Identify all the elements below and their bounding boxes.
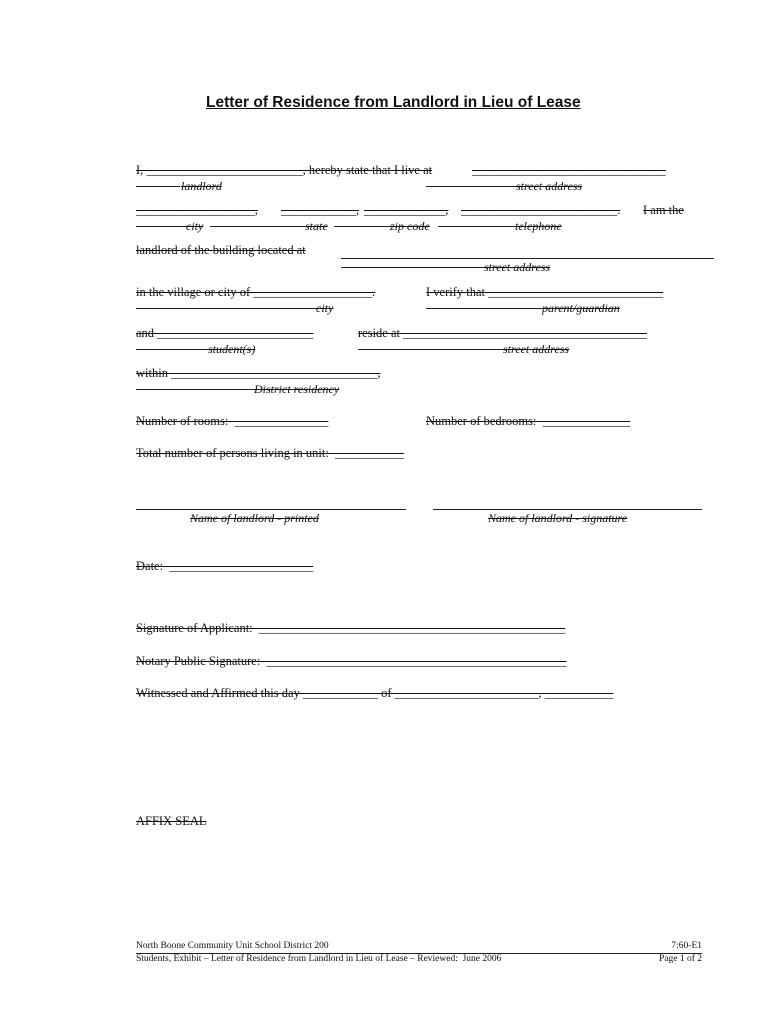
footer-policy-number: 7:60-E1 bbox=[671, 941, 702, 951]
reside-at-field[interactable]: reside at _______________________________________ bbox=[358, 326, 647, 340]
persons-in-unit-field[interactable]: Total number of persons living in unit: ___________ bbox=[136, 446, 404, 460]
caption-rule bbox=[210, 226, 305, 227]
caption-rule bbox=[341, 267, 484, 268]
applicant-signature-field[interactable]: Signature of Applicant: _________________________________________________ bbox=[136, 621, 566, 635]
landlord-name-line[interactable]: I, _________________________, hereby state that I live at bbox=[136, 163, 433, 177]
caption-rule bbox=[136, 186, 180, 187]
witnessed-affirmed-field[interactable]: Witnessed and Affirmed this day ____________ of _______________________, ___________ bbox=[136, 686, 614, 700]
affix-seal-label: AFFIX SEAL bbox=[136, 814, 207, 828]
i-am-the-text: I am the bbox=[643, 203, 684, 217]
notary-signature-field[interactable]: Notary Public Signature: ________________________________________________ bbox=[136, 654, 567, 668]
building-location-text: landlord of the building located at bbox=[136, 243, 306, 257]
caption-parent-guardian: parent/guardian bbox=[542, 301, 620, 315]
city-field[interactable]: ___________________, bbox=[136, 203, 258, 217]
caption-rule bbox=[426, 186, 516, 187]
village-city-field[interactable]: in the village or city of ___________________. bbox=[136, 285, 376, 299]
caption-district-residency: District residency bbox=[254, 382, 340, 396]
number-of-bedrooms-field[interactable]: Number of bedrooms: ______________ bbox=[426, 414, 631, 428]
caption-city: city bbox=[186, 219, 204, 233]
caption-street-address: street address bbox=[484, 260, 551, 274]
building-address-field[interactable] bbox=[341, 258, 714, 259]
date-field[interactable]: Date: _______________________ bbox=[136, 559, 314, 573]
district-residency-field[interactable]: within _________________________________, bbox=[136, 366, 381, 380]
caption-city: city bbox=[316, 301, 334, 315]
telephone-field[interactable]: _________________________. bbox=[461, 203, 621, 217]
caption-zip-code: zip code bbox=[390, 219, 430, 233]
student-field[interactable]: and _________________________ bbox=[136, 326, 314, 340]
caption-rule bbox=[334, 226, 390, 227]
caption-rule bbox=[358, 349, 503, 350]
caption-landlord-signature: Name of landlord - signature bbox=[488, 511, 628, 525]
caption-street-address: street address bbox=[503, 342, 570, 356]
footer-district: North Boone Community Unit School District 200 bbox=[136, 941, 329, 951]
caption-landlord-printed: Name of landlord - printed bbox=[190, 511, 319, 525]
zip-field[interactable]: _____________, bbox=[364, 203, 449, 217]
caption-rule bbox=[136, 389, 254, 390]
caption-students: student(s) bbox=[208, 342, 256, 356]
number-of-rooms-field[interactable]: Number of rooms: _______________ bbox=[136, 414, 329, 428]
caption-state: state bbox=[305, 219, 328, 233]
caption-rule bbox=[426, 308, 542, 309]
caption-street-address: street address bbox=[516, 179, 583, 193]
caption-rule bbox=[438, 226, 515, 227]
footer-document-info: Students, Exhibit – Letter of Residence from Landlord in Lieu of Lease – Reviewed: June 2006 bbox=[136, 954, 502, 964]
caption-rule bbox=[136, 308, 316, 309]
caption-rule bbox=[136, 226, 186, 227]
caption-rule bbox=[136, 349, 208, 350]
caption-landlord: landlord bbox=[181, 179, 222, 193]
parent-guardian-field[interactable]: I verify that ____________________________ bbox=[426, 285, 664, 299]
page-title: Letter of Residence from Landlord in Lieu of Lease bbox=[206, 94, 581, 111]
caption-telephone: telephone bbox=[515, 219, 562, 233]
landlord-signature-line[interactable] bbox=[433, 509, 702, 510]
footer-page-number: Page 1 of 2 bbox=[658, 954, 702, 964]
landlord-address-line[interactable]: _______________________________ bbox=[472, 163, 666, 177]
state-field[interactable]: ____________, bbox=[281, 203, 360, 217]
landlord-printed-name-line[interactable] bbox=[136, 509, 406, 510]
